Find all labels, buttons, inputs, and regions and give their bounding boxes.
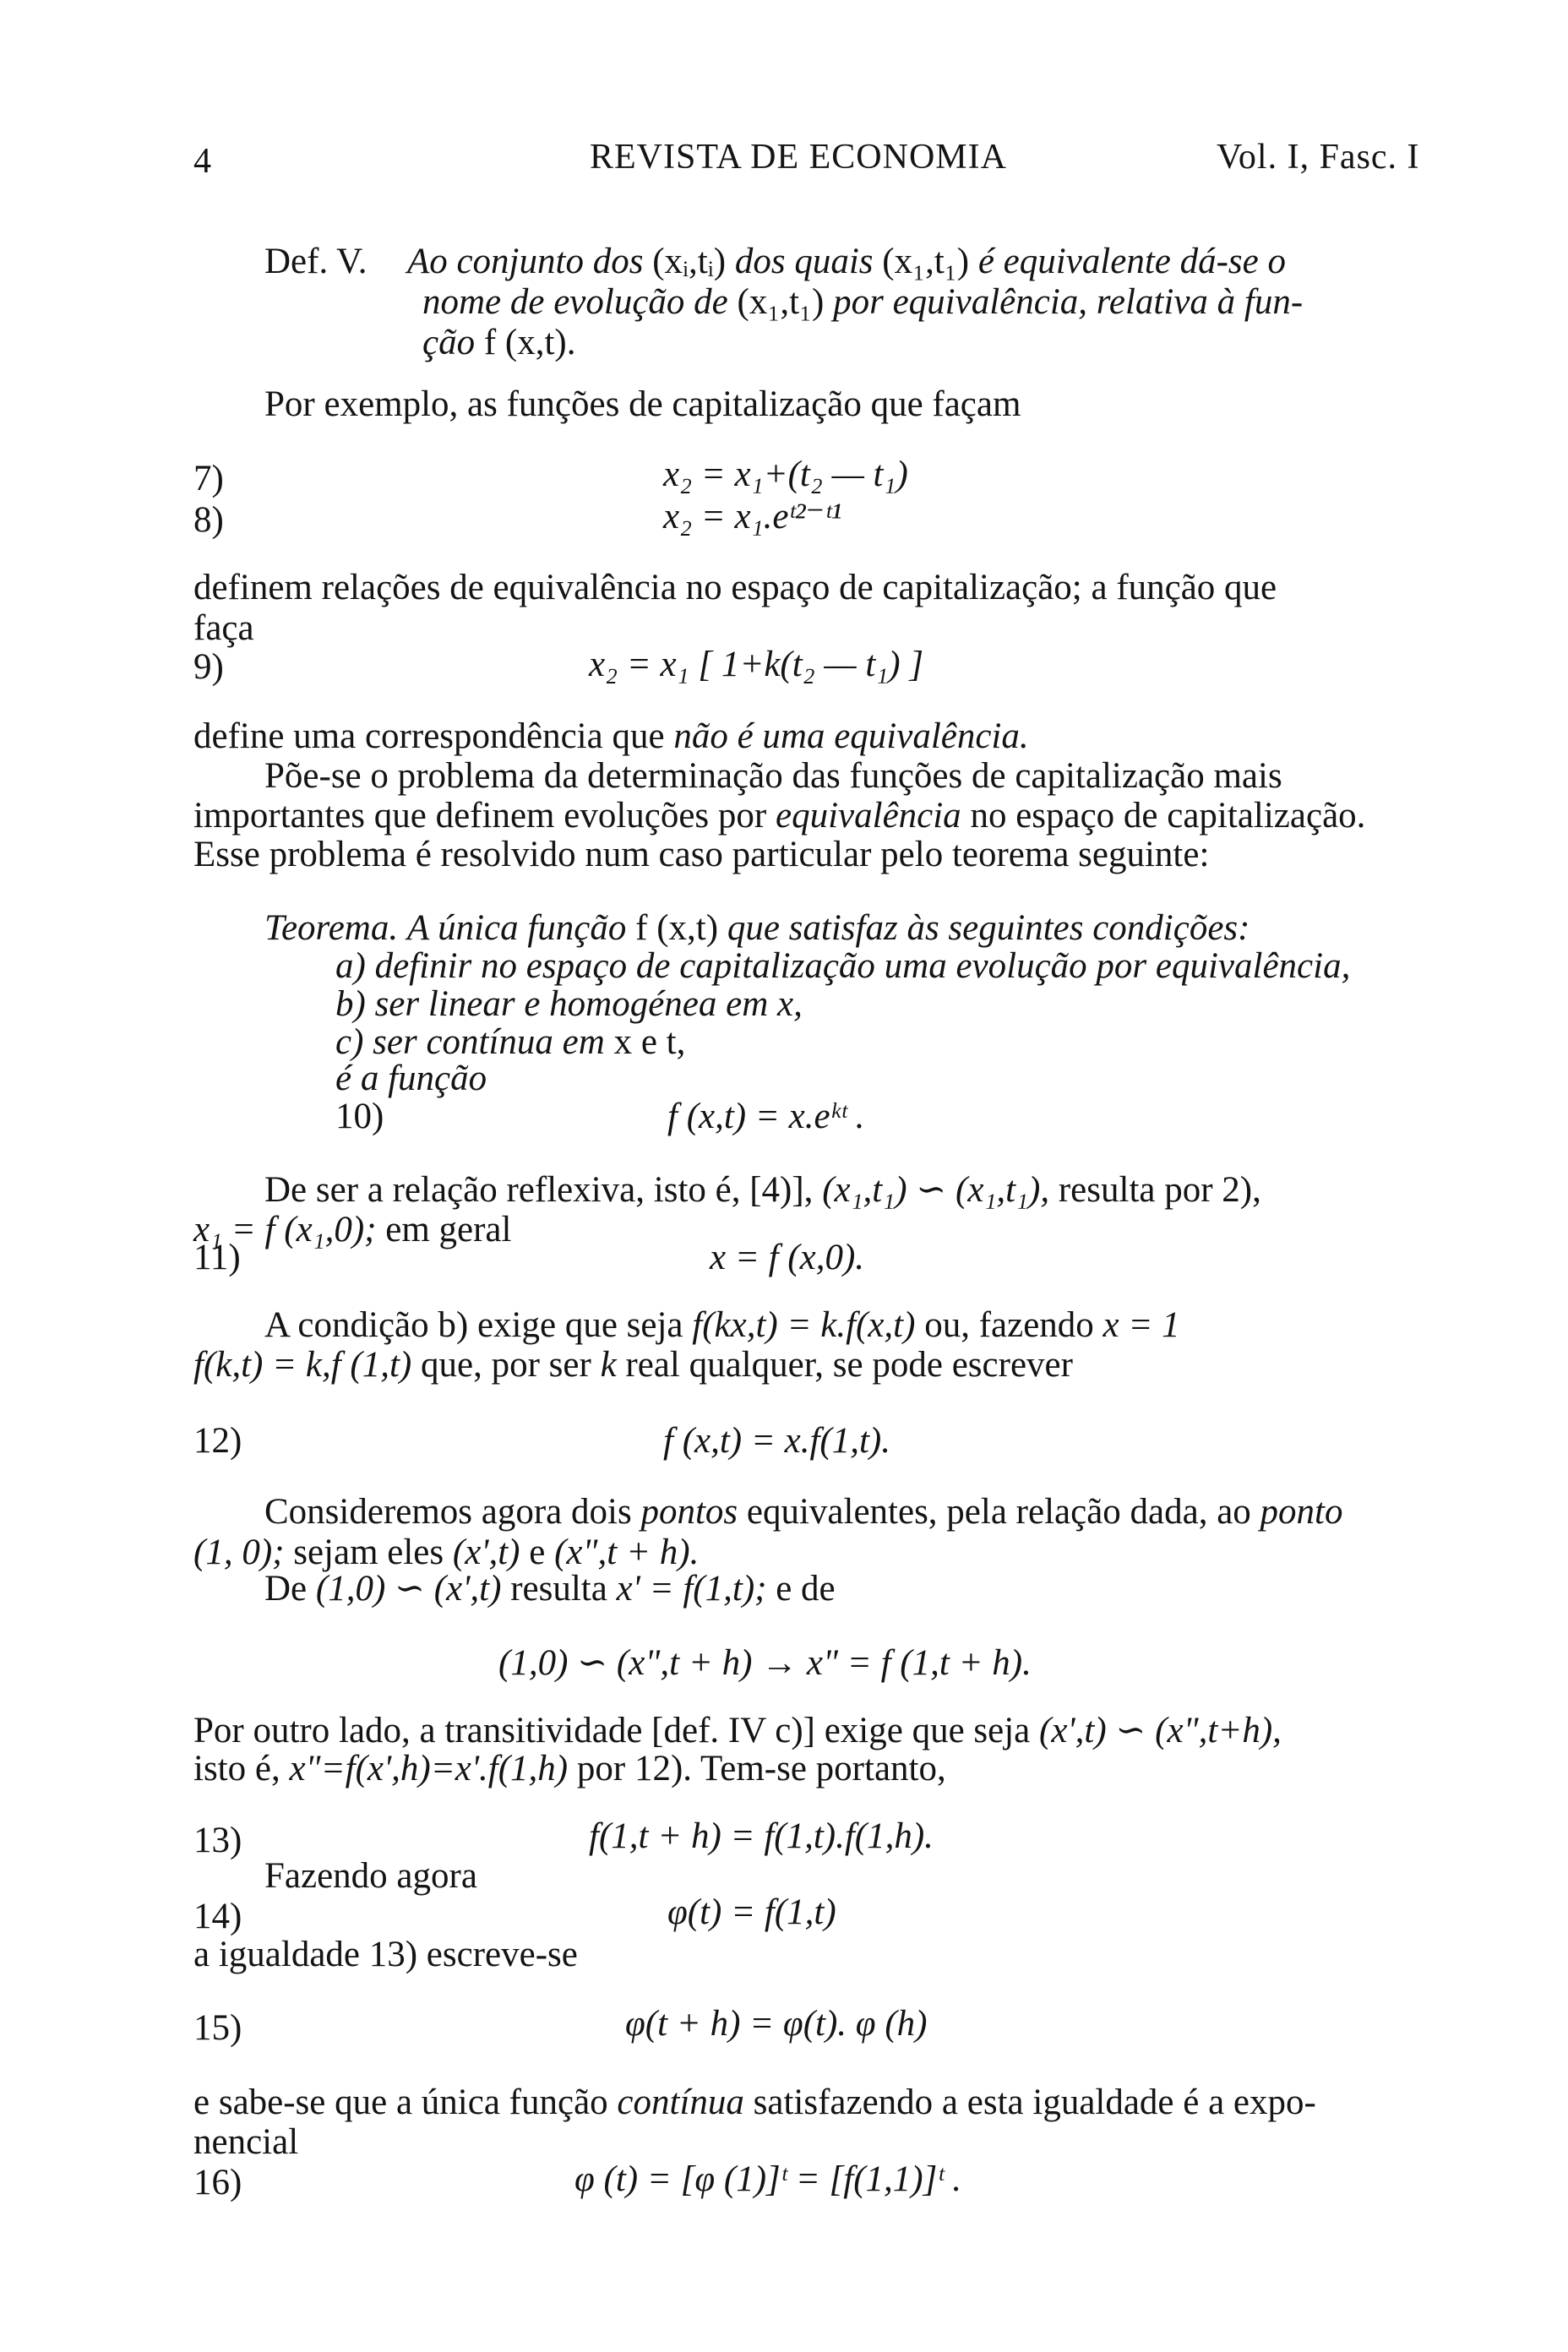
- definition-line-2: [422, 282, 1303, 322]
- paragraph-line: Esse problema é resolvido num caso particular pelo teorema seguinte:: [193, 835, 1210, 874]
- text-run: e sabe-se que a única função: [193, 2082, 608, 2122]
- definition-line-3: [422, 323, 576, 362]
- text-run: A condição b) exige que seja: [264, 1305, 683, 1345]
- definition-text: Ao conjunto dos: [406, 242, 644, 281]
- paragraph-line: [193, 2082, 1316, 2122]
- italic-run: (1,0) ∽ (x',t): [315, 1569, 502, 1609]
- italic-run: equivalência: [776, 796, 961, 836]
- text-run: importantes que definem evoluções por: [193, 796, 767, 836]
- text-run: equivalentes, pela relação dada, ao: [746, 1492, 1251, 1532]
- text-run: Por outro lado, a transitividade [def. IV c)] exige que seja: [193, 1711, 1031, 1750]
- theorem-label: Teorema.: [264, 908, 399, 948]
- equation-8: x₂ = x₁.eᵗ²⁻ᵗ¹: [663, 497, 842, 536]
- italic-run: x = 1: [1102, 1305, 1180, 1345]
- paragraph-line: [264, 1569, 836, 1609]
- paragraph-line: [264, 1305, 1180, 1345]
- text-run: sejam eles: [293, 1533, 444, 1572]
- text-run: satisfazendo a esta igualdade é a expo-: [753, 2082, 1316, 2122]
- text-run: De: [264, 1569, 308, 1609]
- paragraph-line: definem relações de equivalência no espaço de capitalização; a função que: [193, 568, 1277, 607]
- paragraph-line: [264, 1170, 1261, 1210]
- italic-run: (1, 0);: [193, 1533, 285, 1572]
- italic-run: x' = f(1,t);: [616, 1569, 767, 1609]
- italic-run: (x",t + h).: [554, 1533, 700, 1572]
- equation-14: φ(t) = f(1,t): [667, 1892, 836, 1932]
- equation-number-16: 16): [193, 2163, 242, 2202]
- paragraph-line: [193, 796, 1365, 836]
- definition-var: (x₁,t₁): [882, 242, 970, 281]
- text-run: que, por ser: [421, 1345, 591, 1385]
- paragraph-line: nencial: [193, 2122, 299, 2162]
- text-run: por 12). Tem-se portanto,: [576, 1749, 946, 1788]
- paragraph-line: [193, 1345, 1073, 1385]
- text-run: no espaço de capitalização.: [970, 796, 1366, 836]
- paragraph-line: [193, 1533, 699, 1572]
- italic-run: k: [600, 1345, 617, 1385]
- paragraph-line: [193, 1711, 1282, 1750]
- journal-title: REVISTA DE ECONOMIA: [590, 138, 1007, 177]
- italic-run: A única função: [406, 908, 627, 948]
- paragraph-line: faça: [193, 608, 254, 648]
- equation-number-14: 14): [193, 1897, 242, 1936]
- equation-number-11: 11): [193, 1238, 241, 1277]
- equation-number-12: 12): [193, 1421, 242, 1461]
- text-run: em geral: [385, 1210, 512, 1250]
- equation-15: φ(t + h) = φ(t). φ (h): [625, 2004, 928, 2044]
- intro-line: Por exemplo, as funções de capitalização que façam: [264, 384, 1021, 424]
- italic-run: contínua: [617, 2082, 744, 2122]
- paragraph-line: Põe-se o problema da determinação das funções de capitalização mais: [264, 756, 1282, 796]
- text-run: e de: [776, 1569, 836, 1609]
- definition-var: (x₁,t₁): [737, 282, 825, 322]
- theorem-line: [264, 908, 1250, 948]
- definition-text: dos quais: [734, 242, 874, 281]
- equation-number-9: 9): [193, 647, 224, 687]
- definition-label: Def. V.: [264, 242, 368, 281]
- italic-run: c) ser contínua em: [335, 1022, 605, 1062]
- definition-var: f (x,t).: [483, 323, 576, 362]
- equation-number-10: 10): [335, 1097, 384, 1136]
- text-run: Consideremos agora dois: [264, 1492, 632, 1532]
- volume-label: Vol. I, Fasc. I: [1217, 138, 1420, 177]
- italic-run: que satisfaz às seguintes condições:: [727, 908, 1250, 948]
- definition-var: (xᵢ,tᵢ): [652, 242, 727, 281]
- equation-16: φ (t) = [φ (1)]ᵗ = [f(1,1)]ᵗ .: [574, 2159, 962, 2199]
- italic-run: (x',t) ∽ (x",t+h),: [1039, 1711, 1282, 1750]
- equation-13: f(1,t + h) = f(1,t).f(1,h).: [589, 1816, 934, 1856]
- equation-9: x₂ = x₁ [ 1+k(t₂ — t₁) ]: [589, 645, 924, 684]
- text-run: resulta por 2),: [1058, 1170, 1261, 1210]
- italic-run: f(k,t) = k,f (1,t): [193, 1345, 412, 1385]
- text-run: De ser a relação reflexiva, isto é, [4)],: [264, 1170, 814, 1210]
- definition-text: por equivalência, relativa à fun-: [833, 282, 1304, 322]
- equation-number-15: 15): [193, 2008, 242, 2048]
- theorem-conclusion: é a função: [335, 1059, 487, 1098]
- equation-number-8: 8): [193, 500, 224, 540]
- equation-correspondence: (1,0) ∽ (x",t + h) → x" = f (1,t + h).: [498, 1643, 1032, 1683]
- italic-run: ponto: [1260, 1492, 1343, 1532]
- equation-12: f (x,t) = x.f(1,t).: [663, 1421, 891, 1461]
- italic-run: f(kx,t) = k.f(x,t): [692, 1305, 916, 1345]
- definition-text: nome de evolução de: [422, 282, 728, 322]
- italic-run: (x',t): [452, 1533, 520, 1572]
- theorem-condition-a: a) definir no espaço de capitalização uma evolução por equivalência,: [335, 946, 1351, 986]
- text-run: x e t,: [613, 1022, 686, 1062]
- paragraph-line: a igualdade 13) escreve-se: [193, 1935, 578, 1974]
- text-run: ou, fazendo: [924, 1305, 1094, 1345]
- italic-run: x₁ = f (x₁,0);: [193, 1210, 377, 1250]
- text-run: isto é,: [193, 1749, 280, 1788]
- italic-run: (x₁,t₁) ∽ (x₁,t₁),: [822, 1170, 1050, 1210]
- definition-line-1: [264, 242, 1286, 281]
- definition-text: ção: [422, 323, 476, 362]
- text-run: define uma correspondência que: [193, 716, 665, 756]
- equation-number-13: 13): [193, 1821, 242, 1860]
- italic-run: pontos: [640, 1492, 738, 1532]
- equation-10: f (x,t) = x.eᵏᵗ .: [667, 1097, 865, 1136]
- definition-text: é equivalente dá-se o: [977, 242, 1286, 281]
- paragraph-line: [193, 1749, 946, 1788]
- equation-11: x = f (x,0).: [710, 1238, 865, 1277]
- paragraph-line: [264, 1492, 1343, 1532]
- theorem-condition-c: [335, 1022, 685, 1062]
- italic-run: x"=f(x',h)=x'.f(1,h): [289, 1749, 569, 1788]
- equation-7: x₂ = x₁+(t₂ — t₁): [663, 455, 908, 494]
- equation-number-7: 7): [193, 459, 224, 498]
- theorem-condition-b: b) ser linear e homogénea em x,: [335, 984, 803, 1024]
- text-run: e: [529, 1533, 546, 1572]
- page-number: 4: [193, 142, 212, 181]
- italic-run: não é uma equivalência.: [673, 716, 1029, 756]
- paragraph-line: [193, 1210, 511, 1250]
- paragraph-line: Fazendo agora: [264, 1856, 477, 1896]
- text-run: real qualquer, se pode escrever: [625, 1345, 1073, 1385]
- paragraph-line: [193, 716, 1029, 756]
- text-run: resulta: [510, 1569, 607, 1609]
- text-run: f (x,t): [635, 908, 719, 948]
